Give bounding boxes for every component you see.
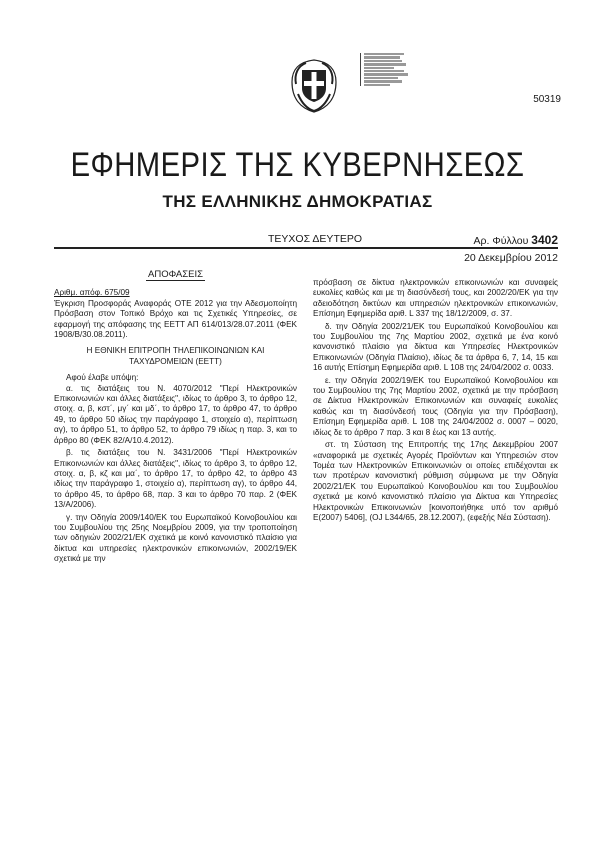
- issue-date: 20 Δεκεμβρίου 2012: [464, 252, 558, 264]
- sheet-number: 3402: [531, 233, 558, 247]
- left-column: [54, 270, 297, 565]
- sheet-number-label: [474, 233, 558, 247]
- gazette-title: ΕΦΗΜΕΡΙΣ ΤΗΣ ΚΥΒΕΡΝΗΣΕΩΣ: [70, 146, 525, 184]
- publisher-info-block: [360, 50, 480, 87]
- intro-text: Αφού έλαβε υπόψη:: [66, 373, 139, 383]
- gazette-subtitle: ΤΗΣ ΕΛΛΗΝΙΚΗΣ ΔΗΜΟΚΡΑΤΙΑΣ: [162, 192, 433, 211]
- coat-of-arms-emblem: [288, 54, 340, 116]
- sheet-label: Αρ. Φύλλου: [473, 235, 529, 247]
- paragraph-c: γ. την Οδηγία 2009/140/ΕΚ του Ευρωπαϊκού Κοινοβουλίου και του Συμβουλίου της 25ης Νοεμβρίου 2009, για την τροποποίηση των οδηγιών 2002/21/ΕΚ σχετικά με κοινό κανονιστικό πλαίσιο για δίκτυα και υπηρεσίες ηλεκτρονικών επικοινωνιών, 2002/19/ΕΚ σχετικά με την: [54, 512, 297, 564]
- section-heading: ΑΠΟΦΑΣΕΙΣ: [148, 269, 203, 280]
- decision-number: Αριθμ. απόφ. 675/09: [54, 288, 130, 298]
- issuing-authority: Η ΕΘΝΙΚΗ ΕΠΙΤΡΟΠΗ ΤΗΛΕΠΙΚΟΙΝΩΝΙΩΝ ΚΑΙ ΤΑΧΥΔΡΟΜΕΙΩΝ (ΕΕΤΤ): [86, 346, 265, 366]
- decision-title: Έγκριση Προσφοράς Αναφοράς ΟΤΕ 2012 για την Αδεσμοποίητη Πρόσβαση στον Τοπικό Βρόχο και τις Σχετικές Υπηρεσίες, σε εφαρμογή της απόφασης της ΕΕΤΤ ΑΠ 614/013/28.07.2011 (ΦΕΚ 1908/Β/30.08.2011).: [54, 298, 297, 340]
- header-divider: [54, 247, 558, 249]
- paragraph-d: δ. την Οδηγία 2002/21/ΕΚ του Ευρωπαϊκού Κοινοβουλίου και του Συμβουλίου της 7ης Μαρτίου 2002, σχετικά με ένα κοινό κανονιστικό πλαίσιο για δίκτυα και Υπηρεσίες Ηλεκτρονικών Επικοινωνιών (Οδηγία Πλαίσιο), ιδίως δε τα άρθρα 6, 7, 14, 15 και 16 αυτής Επίσημη Εφημερίδα αριθ. L 108 της 24/04/2002 σ. 0033.: [313, 321, 558, 373]
- right-column: [313, 278, 558, 523]
- paragraph-e: ε. την Οδηγία 2002/19/ΕΚ του Ευρωπαϊκού Κοινοβουλίου και του Συμβουλίου της 7ης Μαρτίου 2002, σχετικά με την πρόσβαση σε Δίκτυα Ηλεκτρονικών Επικοινωνιών και συναφείς ευκολίες καθώς και τη διασύνδεσή τους (Οδηγία για την Πρόσβαση), Επίσημη Εφημερίδα αριθ. L 108 της 24/04/2002 σ. 0007 – 0020, ιδίως δε το άρθρο 7 παρ. 3 και 8 έως και 13 αυτής.: [313, 375, 558, 437]
- issue-label: ΤΕΥΧΟΣ ΔΕΥΤΕΡΟ: [268, 233, 363, 245]
- paragraph-a: α. τις διατάξεις του Ν. 4070/2012 "Περί Ηλεκτρονικών Επικοινωνιών και άλλες διατάξεις", ιδίως το άρθρο 3, το άρθρο 12, στοιχ. α, β, κστ΄, μγ΄ και μδ΄, το άρθρο 17, το άρθρο 47, το άρθρο 49, το άρθρο 50 ιδίως την παράγραφο 1, στοιχείο α), περίπτωση αγ), το άρθρο 51, το άρθρο 52, το άρθρο 79 ιδίως η παρ. 3, και το άρθρο 80 (ΦΕΚ 82/Α/10.4.2012).: [54, 383, 297, 445]
- paragraph-b: β. τις διατάξεις του Ν. 3431/2006 "Περί Ηλεκτρονικών Επικοινωνιών και άλλες διατάξεις", ιδίως το άρθρο 3, το άρθρο 12, στοιχ. α, β, κζ και μα΄, το άρθρο 17, το άρθρο 42, το άρθρο 43 ιδίως την παράγραφο 1, στοιχείο α), περίπτωση αγ), το άρθρο 44, το άρθρο 45, το άρθρο 68, παρ. 3 και το άρθρο 70 παρ. 2 (ΦΕΚ 13/Α/2006).: [54, 448, 297, 510]
- paragraph-f: στ. τη Σύσταση της Επιτροπής της 17ης Δεκεμβρίου 2007 «αναφορικά με σχετικές Αγορές Προϊόντων και Υπηρεσιών στον Τομέα των Ηλεκτρονικών Επικοινωνιών οι οποίες επιδέχονται εκ των προτέρων κανονιστική ρύθμιση σύμφωνα με την Οδηγία 2002/21/ΕΚ του Ευρωπαϊκού Κοινοβουλίου και του Συμβουλίου σχετικά με κοινό κανονιστικό πλαίσιο για Δίκτυα και Υπηρεσίες Ηλεκτρονικών Επικοινωνιών [κοινοποιήθηκε υπό τον αριθμό Ε(2007) 5406], (OJ L344/65, 28.12.2007), (εφεξής Νέα Σύσταση).: [313, 440, 558, 522]
- page-number: 50319: [533, 94, 561, 105]
- paragraph-c-continued: πρόσβαση σε δίκτυα ηλεκτρονικών επικοινωνιών και συναφείς ευκολίες καθώς και με τη διασύνδεσή τους, και 2002/20/ΕΚ για την αδειοδότηση δικτύων και υπηρεσιών ηλεκτρονικών επικοινωνιών, Επίσημη Εφημερίδα αριθ. L 337 της 18/12/2009, σ. 37.: [313, 278, 558, 319]
